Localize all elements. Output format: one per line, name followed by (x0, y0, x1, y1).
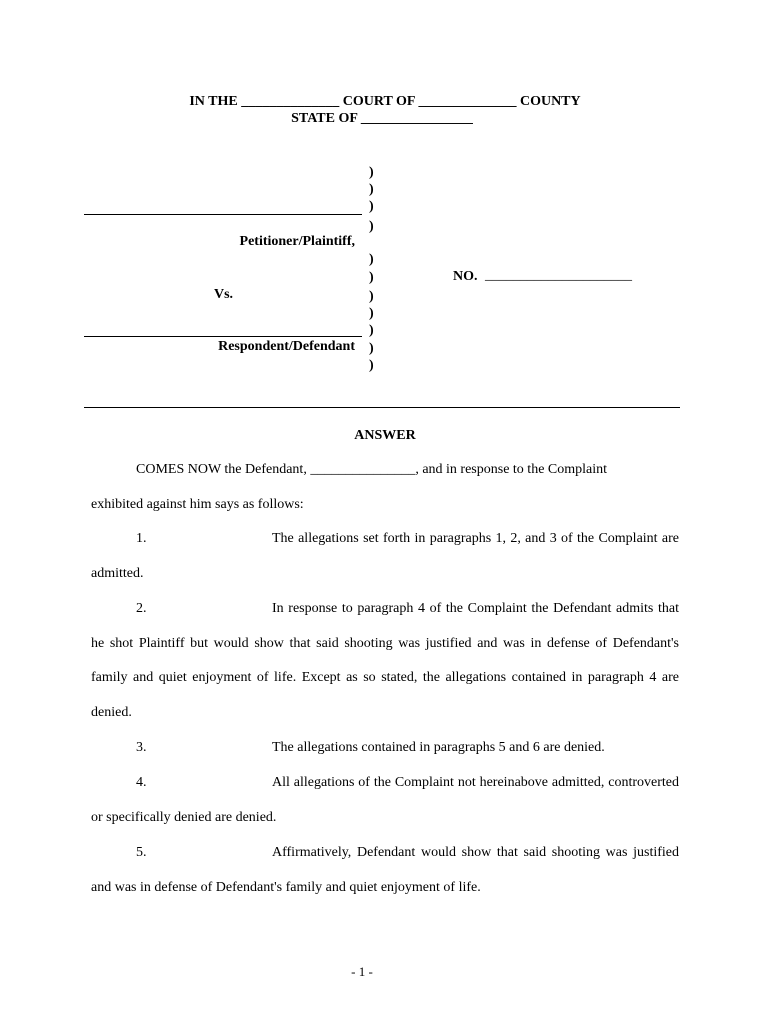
answer-paragraph (91, 836, 679, 905)
answer-paragraph (91, 766, 679, 835)
paren: ) (369, 165, 374, 180)
paragraph-number: 4. (136, 775, 147, 790)
case-number-label: NO. (453, 269, 478, 284)
paren: ) (369, 323, 374, 338)
paren: ) (369, 219, 374, 234)
paragraph-number: 2. (136, 601, 147, 616)
intro-line-2: exhibited against him says as follows: (91, 497, 304, 512)
paren: ) (369, 199, 374, 214)
page-number: - 1 - (351, 964, 373, 979)
paragraph-number: 5. (136, 845, 147, 860)
state-header-line: STATE OF ________________ (291, 111, 473, 126)
paren: ) (369, 289, 374, 304)
caption-divider (84, 407, 680, 408)
answer-paragraph (91, 522, 679, 591)
paren: ) (369, 358, 374, 373)
paragraph-text: All allegations of the Complaint not hereinabove admitted, controverted or specifically denied are denied. (91, 775, 679, 825)
paragraph-number: 1. (136, 531, 147, 546)
answer-paragraph (91, 731, 679, 766)
paren: ) (369, 270, 374, 285)
defendant-name-line (84, 336, 362, 337)
paragraph-text: The allegations set forth in paragraphs 1, 2, and 3 of the Complaint are admitted. (91, 531, 679, 581)
plaintiff-label: Petitioner/Plaintiff, (239, 234, 355, 249)
court-header-line: IN THE ______________ COURT OF ______________ COUNTY (189, 94, 581, 109)
paren: ) (369, 306, 374, 321)
document-title: ANSWER (354, 428, 416, 443)
paragraph-text: In response to paragraph 4 of the Complaint the Defendant admits that he shot Plaintiff but would show that said shooting was justified and was in defense of Defendant's family and quiet enjoyment of life. Except as so stated, the allegations contained in paragraph 4 are denied. (91, 601, 679, 721)
paren: ) (369, 182, 374, 197)
versus-label: Vs. (214, 287, 234, 302)
paragraph-text: The allegations contained in paragraphs 5 and 6 are denied. (272, 740, 605, 755)
case-number-blank: _____________________ (485, 268, 632, 283)
paren: ) (369, 341, 374, 356)
intro-line-1: COMES NOW the Defendant, _______________, and in response to the Complaint (136, 462, 608, 477)
paragraph-text: Affirmatively, Defendant would show that said shooting was justified and was in defense of Defendant's family and quiet enjoyment of life. (91, 845, 679, 895)
paragraph-number: 3. (136, 740, 147, 755)
answer-paragraph (91, 592, 679, 731)
paren: ) (369, 252, 374, 267)
plaintiff-name-line (84, 214, 362, 215)
defendant-label: Respondent/Defendant (218, 339, 355, 354)
